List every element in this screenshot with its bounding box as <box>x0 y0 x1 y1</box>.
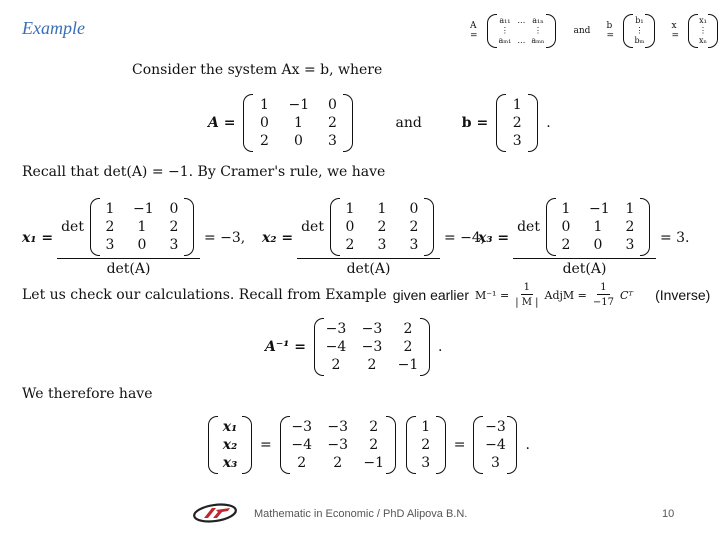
header-b-vector <box>621 14 657 48</box>
matrix-cell: 2 <box>328 115 337 131</box>
matrix-cell: −1 <box>397 357 419 373</box>
matrix-cell: 1 <box>105 201 115 217</box>
inverse-formula-lhs: M⁻¹ = <box>474 288 510 302</box>
vector-cell: b₁ <box>635 16 644 25</box>
matrix-cell: −1 <box>363 455 385 471</box>
inverse-formula-frac1: $\frac{1}{| M |}$ <box>515 282 539 308</box>
matrix-cell: … <box>517 16 526 25</box>
page-number: 10 <box>662 508 675 520</box>
matrix-cell: 2 <box>169 219 179 235</box>
matrix-cell: 1 <box>294 115 303 131</box>
matrix-cell: 2 <box>297 455 307 471</box>
matrix-cell: 3 <box>105 237 115 253</box>
x2-result: = −4, <box>443 229 486 246</box>
matrix-cell: ⋮ <box>533 26 542 35</box>
result-vector <box>471 416 519 474</box>
matrix-cell: 2 <box>403 339 413 355</box>
vector-cell: x₁ <box>699 16 707 25</box>
vector-b-label: b = <box>461 115 489 131</box>
matrix-cell: 2 <box>345 237 355 253</box>
x3-matrix <box>544 198 652 256</box>
matrix-cell: aₘ₁ <box>498 36 512 45</box>
matrix-cell: 3 <box>409 237 419 253</box>
vector-cell: 1 <box>512 97 522 113</box>
vector-cell: bₘ <box>634 36 645 45</box>
system-definition <box>208 94 551 152</box>
matrix-cell: −1 <box>588 201 610 217</box>
vector-cell: 3 <box>421 455 431 471</box>
vector-cell: ⋮ <box>635 26 644 35</box>
x2-denominator: det(A) <box>346 261 391 277</box>
matrix-cell <box>517 26 525 36</box>
matrix-cell: 2 <box>409 219 419 235</box>
matrix-cell: 0 <box>294 133 303 149</box>
equals-1: = <box>260 437 272 453</box>
slide-title: Example <box>22 18 85 38</box>
equals-2: = <box>453 437 466 453</box>
matrix-cell: 0 <box>169 201 179 217</box>
inverse-matrix-line <box>265 318 442 376</box>
matrix-cell: 2 <box>367 357 377 373</box>
matrix-cell: −3 <box>327 419 349 435</box>
x1-fraction <box>57 198 200 277</box>
matrix-cell: ⋮ <box>500 26 509 35</box>
matrix-cell: 3 <box>169 237 179 253</box>
x3-result: = 3. <box>659 229 690 246</box>
header-b-label: b = <box>606 21 614 41</box>
matrix-cell: 1 <box>561 201 571 217</box>
inverse-label: (Inverse) <box>655 287 711 303</box>
matrix-cell: 2 <box>260 133 269 149</box>
vector-cell: xₙ <box>698 36 707 45</box>
det-label: det <box>301 219 324 235</box>
header-and: and <box>573 26 591 36</box>
matrix-cell: 3 <box>328 133 337 149</box>
matrix-cell: 0 <box>260 115 269 131</box>
matrix-cell: 2 <box>561 237 571 253</box>
inverse-matrix <box>312 318 432 376</box>
x-vector <box>206 416 254 474</box>
cramer-x3 <box>478 198 690 277</box>
inverse-matrix-final <box>278 416 398 474</box>
matrix-cell: 1 <box>260 97 269 113</box>
matrix-cell: 0 <box>561 219 571 235</box>
x1-result: = −3, <box>203 229 246 246</box>
det-label: det <box>61 219 84 235</box>
matrix-cell: … <box>517 36 526 45</box>
vector-cell: x₂ <box>222 437 238 453</box>
matrix-cell: 0 <box>593 237 603 253</box>
matrix-cell: 2 <box>369 437 379 453</box>
vector-cell: −3 <box>485 419 506 435</box>
therefore-text: We therefore have <box>22 386 153 402</box>
matrix-a-label: A = <box>208 115 236 131</box>
period: . <box>546 115 551 131</box>
header-definitions <box>470 14 720 48</box>
x1-denominator: det(A) <box>106 261 151 277</box>
cramer-text: Recall that det(A) = −1. By Cramer's rule, we have <box>22 164 386 180</box>
vector-cell: x₁ <box>222 419 238 435</box>
matrix-cell: 1 <box>137 219 147 235</box>
x2-matrix <box>328 198 436 256</box>
x3-denominator: det(A) <box>562 261 607 277</box>
det-label: det <box>517 219 540 235</box>
matrix-cell: −1 <box>132 201 154 217</box>
x2-fraction <box>297 198 440 277</box>
header-a-label: A = <box>470 21 478 41</box>
matrix-cell: 0 <box>137 237 147 253</box>
matrix-a <box>241 94 355 152</box>
matrix-cell: −1 <box>288 97 310 113</box>
vector-cell: 2 <box>512 115 522 131</box>
matrix-cell: −3 <box>361 339 383 355</box>
matrix-cell: 2 <box>625 219 635 235</box>
matrix-cell: a₁₁ <box>499 16 511 25</box>
matrix-cell: aₘₙ <box>531 36 545 45</box>
header-x-label: x = <box>671 21 680 41</box>
matrix-cell: 2 <box>377 219 387 235</box>
matrix-cell: 0 <box>328 97 337 113</box>
matrix-cell: a₁ₙ <box>532 16 544 25</box>
check-text: Let us check our calculations. Recall from Example <box>22 287 387 303</box>
matrix-cell: −4 <box>291 437 313 453</box>
vector-cell: 3 <box>512 133 522 149</box>
consider-text: Consider the system Ax = b, where <box>132 62 383 78</box>
matrix-cell: −4 <box>325 339 347 355</box>
matrix-cell: −3 <box>325 321 347 337</box>
x2-label: x₂ = <box>262 229 294 246</box>
footer-text: Mathematic in Economic / PhD Alipova B.N. <box>254 508 468 520</box>
matrix-cell: 2 <box>403 321 413 337</box>
matrix-cell: 2 <box>105 219 115 235</box>
vector-b <box>494 94 540 152</box>
header-a-matrix <box>485 14 557 48</box>
matrix-cell: 2 <box>333 455 343 471</box>
header-x-vector <box>686 14 720 48</box>
vector-cell: −4 <box>485 437 506 453</box>
matrix-cell: 2 <box>331 357 341 373</box>
final-equation <box>206 416 530 474</box>
given-earlier: given earlier <box>392 287 469 303</box>
vector-cell: ⋮ <box>698 26 707 35</box>
matrix-cell: 1 <box>625 201 635 217</box>
x3-fraction <box>513 198 656 277</box>
inverse-label-a: A⁻¹ = <box>265 339 306 355</box>
matrix-cell: 0 <box>345 219 355 235</box>
period: . <box>525 437 530 453</box>
cramer-x1 <box>22 198 245 277</box>
check-line <box>22 282 710 308</box>
matrix-cell: 1 <box>593 219 603 235</box>
matrix-cell: 3 <box>377 237 387 253</box>
x1-label: x₁ = <box>22 229 54 246</box>
matrix-cell: 3 <box>625 237 635 253</box>
adj-term: AdjM = <box>544 288 587 302</box>
cramer-x2 <box>262 198 485 277</box>
b-vector-final <box>404 416 448 474</box>
matrix-cell: 1 <box>377 201 387 217</box>
vector-cell: 2 <box>421 437 431 453</box>
and-text: and <box>395 115 422 131</box>
matrix-cell: 0 <box>409 201 419 217</box>
matrix-cell: −3 <box>361 321 383 337</box>
inverse-formula-frac2: $\frac{1}{-17}$ <box>592 282 615 308</box>
vector-cell: 3 <box>491 455 500 471</box>
university-logo <box>192 503 238 523</box>
vector-cell: x₃ <box>222 455 238 471</box>
matrix-cell: 2 <box>369 419 379 435</box>
x3-label: x₃ = <box>478 229 510 246</box>
matrix-cell: −3 <box>327 437 349 453</box>
ct-term: Cᵀ <box>620 288 634 302</box>
period: . <box>438 339 443 355</box>
vector-cell: 1 <box>421 419 431 435</box>
matrix-cell: −3 <box>291 419 313 435</box>
matrix-cell: 1 <box>345 201 355 217</box>
x1-matrix <box>88 198 196 256</box>
